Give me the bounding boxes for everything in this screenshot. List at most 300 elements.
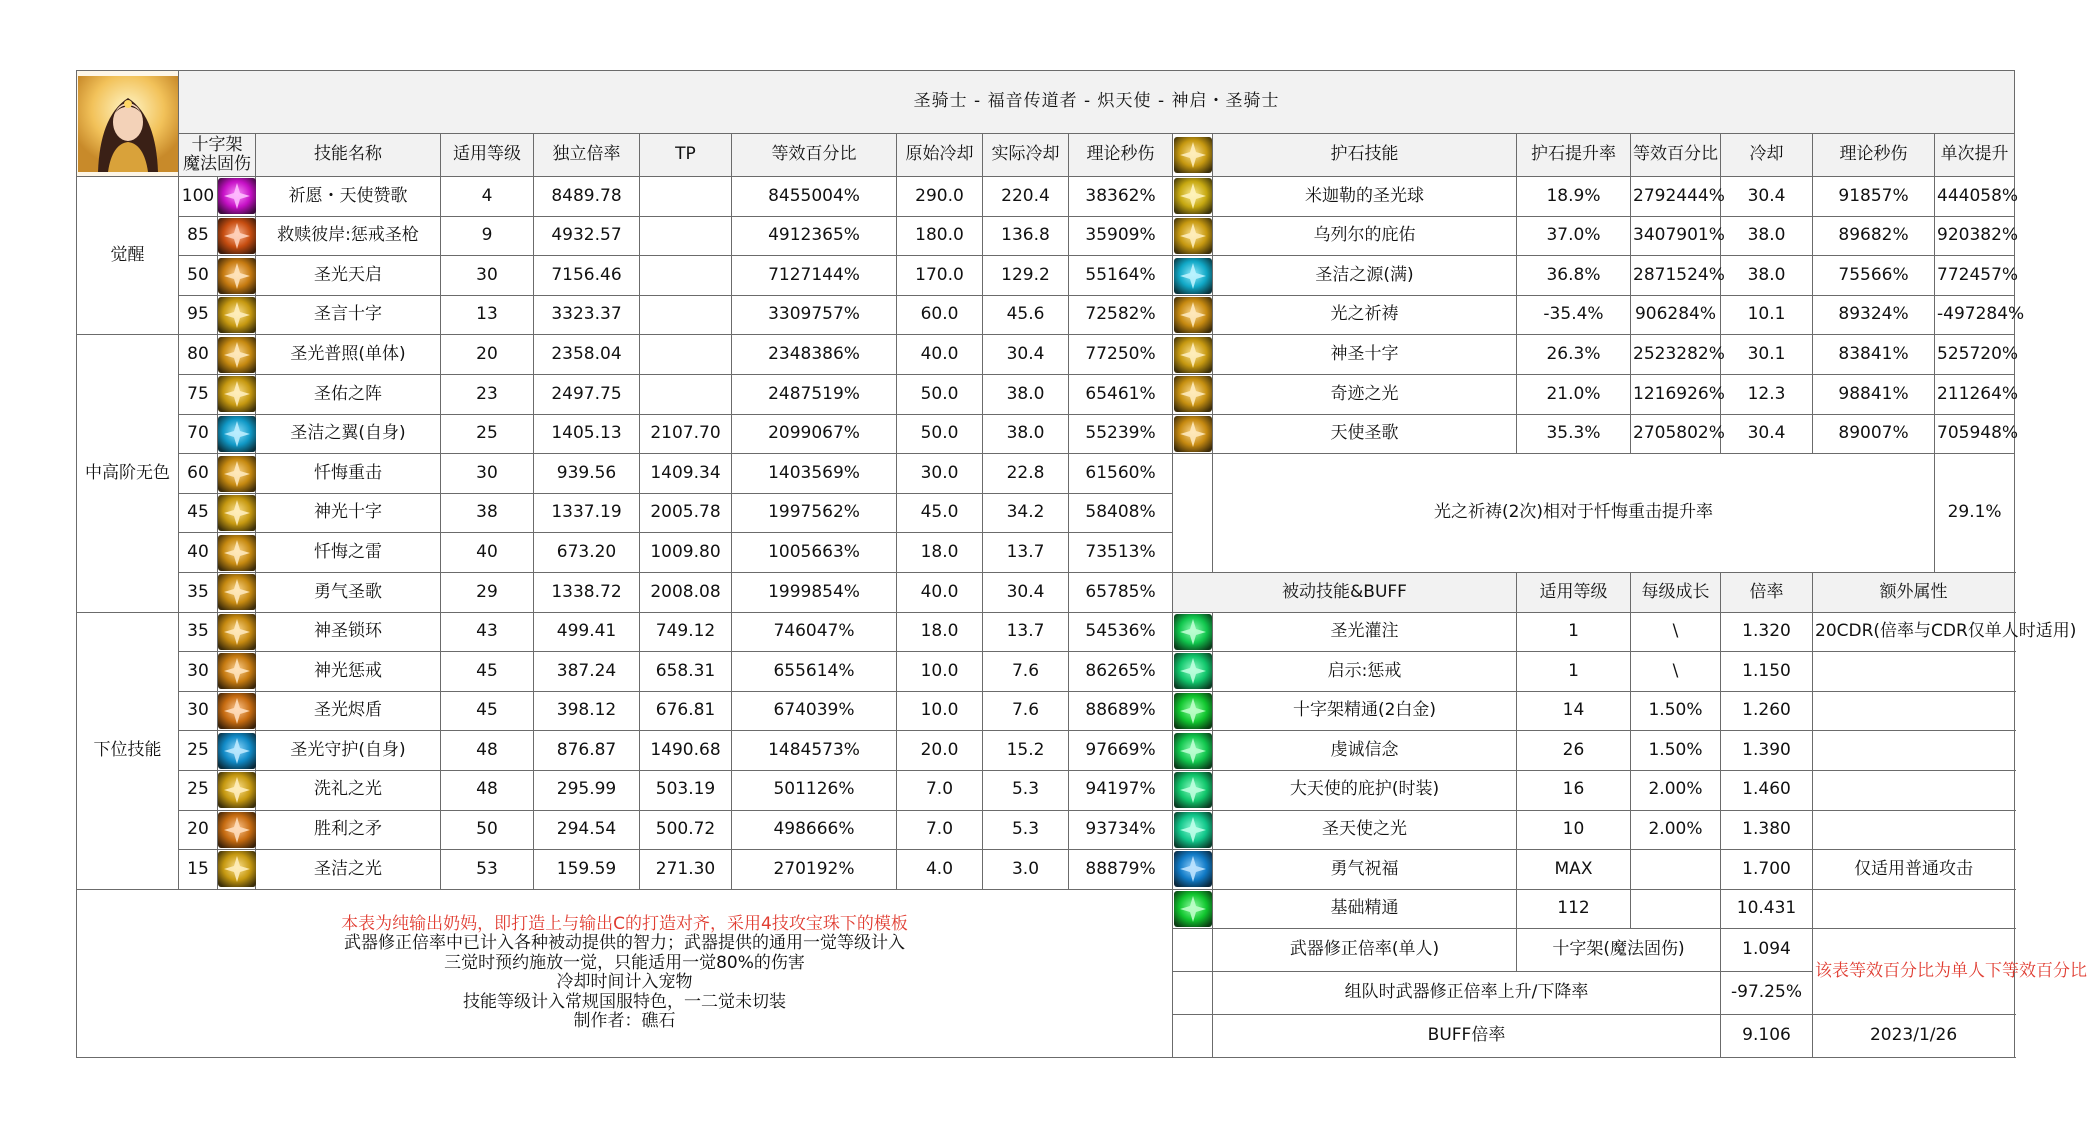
holy-cross-icon <box>218 297 256 333</box>
passive-level: 16 <box>1517 770 1631 810</box>
talisman-dps: 83841% <box>1813 335 1935 375</box>
skill-ratio: 1405.13 <box>534 414 640 454</box>
passive-level: MAX <box>1517 850 1631 890</box>
skill-dps: 55164% <box>1069 256 1173 296</box>
skill-base-level: 25 <box>179 731 218 771</box>
skill-dps: 55239% <box>1069 414 1173 454</box>
passive-extra <box>1813 691 2015 731</box>
blank-icon-cell <box>1173 929 1213 972</box>
weapon-modifier-label: 武器修正倍率(单人) <box>1213 929 1517 972</box>
skill-cd1: 5.3 <box>983 810 1069 850</box>
passive-extra <box>1813 770 2015 810</box>
skill-name: 洗礼之光 <box>256 770 441 810</box>
skill-cd1: 34.2 <box>983 493 1069 533</box>
skill-cd0: 10.0 <box>897 652 983 692</box>
skill-ratio: 3323.37 <box>534 295 640 335</box>
blank-icon-cell <box>1173 1014 1213 1057</box>
talisman-name: 圣洁之源(满) <box>1213 256 1517 296</box>
skill-pct: 270192% <box>732 850 897 890</box>
skill-name: 圣洁之光 <box>256 850 441 890</box>
skill-cd1: 5.3 <box>983 770 1069 810</box>
skill-base-level: 85 <box>179 216 218 256</box>
skill-name: 圣光烬盾 <box>256 691 441 731</box>
skill-cd1: 7.6 <box>983 652 1069 692</box>
sacred-cross-icon <box>1174 337 1212 373</box>
revelation-icon <box>218 258 256 294</box>
skill-cd1: 45.6 <box>983 295 1069 335</box>
holy-wings-icon <box>218 416 256 452</box>
passive-ratio: 10.431 <box>1721 889 1813 929</box>
prayer-compare-label: 光之祈祷(2次)相对于忏悔重击提升率 <box>1213 454 1935 573</box>
archangel-icon-cell <box>1173 770 1213 810</box>
holy-spear-icon-cell <box>218 216 256 256</box>
skill-cd1: 13.7 <box>983 533 1069 573</box>
holy-formation-icon <box>218 376 256 412</box>
holy-shield-icon <box>218 693 256 729</box>
talisman-name: 光之祈祷 <box>1213 295 1517 335</box>
passive-level: 14 <box>1517 691 1631 731</box>
sacred-cross-icon-cell <box>1173 335 1213 375</box>
talisman-cd: 30.4 <box>1721 414 1813 454</box>
passive-ratio: 1.460 <box>1721 770 1813 810</box>
talisman-name: 神圣十字 <box>1213 335 1517 375</box>
skill-tp <box>640 256 732 296</box>
holy-light-icon-cell <box>218 335 256 375</box>
skill-cd0: 18.0 <box>897 533 983 573</box>
table-row <box>77 652 2015 692</box>
passive-ratio-header: 倍率 <box>1721 572 1813 612</box>
passive-ratio: 1.260 <box>1721 691 1813 731</box>
talisman-dps: 89324% <box>1813 295 1935 335</box>
courage-bless-icon <box>1174 851 1212 887</box>
skill-dps: 94197% <box>1069 770 1173 810</box>
skill-cd0: 30.0 <box>897 454 983 494</box>
table-row <box>77 691 2015 731</box>
skill-cd1: 3.0 <box>983 850 1069 890</box>
holy-formation-icon-cell <box>218 375 256 415</box>
skill-tp: 500.72 <box>640 810 732 850</box>
skill-pct: 1403569% <box>732 454 897 494</box>
skill-base-level: 35 <box>179 572 218 612</box>
skill-sheet <box>76 70 2087 1058</box>
angel-chant-icon <box>1174 416 1212 452</box>
skill-cd0: 20.0 <box>897 731 983 771</box>
level-header: 适用等级 <box>441 134 534 177</box>
table-row <box>77 295 2015 335</box>
skill-ratio: 159.59 <box>534 850 640 890</box>
cross-mastery-icon <box>1174 693 1212 729</box>
revelation-punish-icon-cell <box>1173 652 1213 692</box>
skill-level: 9 <box>441 216 534 256</box>
skill-cd0: 10.0 <box>897 691 983 731</box>
skill-dps: 65785% <box>1069 572 1173 612</box>
skill-tp: 1490.68 <box>640 731 732 771</box>
devout-faith-icon-cell <box>1173 731 1213 771</box>
passive-level-header: 适用等级 <box>1517 572 1631 612</box>
skill-name: 圣言十字 <box>256 295 441 335</box>
holy-infusion-icon <box>1174 614 1212 650</box>
skill-ratio: 398.12 <box>534 691 640 731</box>
talisman-cd: 30.4 <box>1721 177 1813 217</box>
talisman-single: 211264% <box>1935 375 2015 415</box>
table-row <box>77 612 2015 652</box>
table-row <box>77 134 2015 177</box>
talisman-cd: 12.3 <box>1721 375 1813 415</box>
victory-spear-icon <box>218 812 256 848</box>
passive-name: 圣光灌注 <box>1213 612 1517 652</box>
talisman-cd-header: 冷却 <box>1721 134 1813 177</box>
weapon-type-line2: 魔法固伤 <box>183 154 251 175</box>
light-prayer-icon <box>1174 297 1212 333</box>
skill-pct: 3309757% <box>732 295 897 335</box>
passive-growth: 1.50% <box>1631 731 1721 771</box>
talisman-single: -497284% <box>1935 295 2015 335</box>
skill-pct: 2487519% <box>732 375 897 415</box>
table-row <box>77 850 2015 890</box>
skill-pct: 7127144% <box>732 256 897 296</box>
skill-cd0: 4.0 <box>897 850 983 890</box>
table-row <box>77 810 2015 850</box>
michael-orb-icon-cell <box>1173 177 1213 217</box>
repentance-thunder-icon-cell <box>218 533 256 573</box>
holy-chain-icon <box>218 614 256 650</box>
talisman-header-icon <box>1174 137 1212 173</box>
skill-pct: 674039% <box>732 691 897 731</box>
group-label: 觉醒 <box>77 177 179 335</box>
skill-ratio: 2497.75 <box>534 375 640 415</box>
skill-cd0: 45.0 <box>897 493 983 533</box>
skill-base-level: 15 <box>179 850 218 890</box>
skill-ratio: 1338.72 <box>534 572 640 612</box>
skill-level: 40 <box>441 533 534 573</box>
skill-cd1: 30.4 <box>983 572 1069 612</box>
skill-level: 38 <box>441 493 534 533</box>
skill-pct: 655614% <box>732 652 897 692</box>
skill-cd0: 7.0 <box>897 770 983 810</box>
weapon-type-header <box>179 134 256 177</box>
skill-pct: 1999854% <box>732 572 897 612</box>
passive-growth <box>1631 850 1721 890</box>
skill-dps: 58408% <box>1069 493 1173 533</box>
notes-line: 冷却时间计入宠物 <box>556 972 693 993</box>
skill-pct: 1997562% <box>732 493 897 533</box>
notes-line: 技能等级计入常规国服特色，一二觉未切装 <box>463 991 786 1012</box>
passive-extra <box>1813 810 2015 850</box>
skill-cd1: 22.8 <box>983 454 1069 494</box>
notes-line: 三觉时预约施放一觉，只能适用一觉80%的伤害 <box>444 952 805 973</box>
skill-cd1: 15.2 <box>983 731 1069 771</box>
passive-level: 1 <box>1517 612 1631 652</box>
weapon-modifier-type: 十字架(魔法固伤) <box>1517 929 1721 972</box>
passive-name: 基础精通 <box>1213 889 1517 929</box>
table-row <box>77 335 2015 375</box>
skill-cd1: 30.4 <box>983 335 1069 375</box>
skill-base-level: 80 <box>179 335 218 375</box>
passive-growth: 2.00% <box>1631 770 1721 810</box>
divine-punish-icon-cell <box>218 652 256 692</box>
talisman-cd: 38.0 <box>1721 216 1813 256</box>
skill-base-level: 60 <box>179 454 218 494</box>
table-row <box>77 731 2015 771</box>
divine-punish-icon <box>218 653 256 689</box>
skill-tp: 749.12 <box>640 612 732 652</box>
portrait-avatar <box>78 76 178 172</box>
skill-tp: 658.31 <box>640 652 732 692</box>
skill-cd1: 38.0 <box>983 414 1069 454</box>
holy-guard-icon-cell <box>218 731 256 771</box>
passive-name: 虔诚信念 <box>1213 731 1517 771</box>
notes-line: 制作者：礁石 <box>573 1011 676 1032</box>
skill-level: 45 <box>441 691 534 731</box>
skill-tp: 2005.78 <box>640 493 732 533</box>
holy-source-icon <box>1174 258 1212 294</box>
passive-growth-header: 每级成长 <box>1631 572 1721 612</box>
skill-ratio: 673.20 <box>534 533 640 573</box>
talisman-pct-header: 等效百分比 <box>1631 134 1721 177</box>
angel-hymn-icon <box>218 178 256 214</box>
skill-pct: 1484573% <box>732 731 897 771</box>
skill-dps: 54536% <box>1069 612 1173 652</box>
passive-name: 十字架精通(2白金) <box>1213 691 1517 731</box>
talisman-cd: 10.1 <box>1721 295 1813 335</box>
date-stamp: 2023/1/26 <box>1813 1014 2015 1057</box>
skill-level: 25 <box>441 414 534 454</box>
passive-name: 圣天使之光 <box>1213 810 1517 850</box>
skill-name: 神光十字 <box>256 493 441 533</box>
baptism-light-icon-cell <box>218 770 256 810</box>
skill-cd0: 50.0 <box>897 414 983 454</box>
table-row <box>77 216 2015 256</box>
passive-growth <box>1631 889 1721 929</box>
skill-name: 圣佑之阵 <box>256 375 441 415</box>
passive-growth: \ <box>1631 612 1721 652</box>
skill-cd0: 170.0 <box>897 256 983 296</box>
divine-cross-icon-cell <box>218 493 256 533</box>
passive-extra <box>1813 731 2015 771</box>
skill-tp <box>640 295 732 335</box>
skill-level: 48 <box>441 731 534 771</box>
skill-level: 45 <box>441 652 534 692</box>
table-row <box>77 256 2015 296</box>
skill-level: 23 <box>441 375 534 415</box>
holy-chain-icon-cell <box>218 612 256 652</box>
table-row <box>77 454 2015 494</box>
table-row <box>77 889 2015 929</box>
baptism-light-icon <box>218 772 256 808</box>
pure-light-icon-cell <box>218 850 256 890</box>
skill-name: 神光惩戒 <box>256 652 441 692</box>
talisman-dps: 89682% <box>1813 216 1935 256</box>
talisman-pct: 2523282% <box>1631 335 1721 375</box>
courage-hymn-icon <box>218 574 256 610</box>
skill-ratio: 387.24 <box>534 652 640 692</box>
talisman-rate-header: 护石提升率 <box>1517 134 1631 177</box>
skill-base-level: 35 <box>179 612 218 652</box>
buff-ratio-value: 9.106 <box>1721 1014 1813 1057</box>
skill-cd1: 129.2 <box>983 256 1069 296</box>
holy-source-icon-cell <box>1173 256 1213 296</box>
skill-base-level: 50 <box>179 256 218 296</box>
passive-level: 1 <box>1517 652 1631 692</box>
talisman-pct: 2705802% <box>1631 414 1721 454</box>
talisman-dps: 89007% <box>1813 414 1935 454</box>
skill-base-level: 20 <box>179 810 218 850</box>
skill-ratio: 295.99 <box>534 770 640 810</box>
skill-name: 祈愿・天使赞歌 <box>256 177 441 217</box>
courage-bless-icon-cell <box>1173 850 1213 890</box>
talisman-single: 920382% <box>1935 216 2015 256</box>
side-note: 该表等效百分比为单人下等效百分比 <box>1813 929 2015 1015</box>
passive-growth: 2.00% <box>1631 810 1721 850</box>
skill-cd0: 180.0 <box>897 216 983 256</box>
skill-base-level: 40 <box>179 533 218 573</box>
skill-name: 忏悔之雷 <box>256 533 441 573</box>
holy-cross-icon-cell <box>218 295 256 335</box>
skill-tp <box>640 335 732 375</box>
passive-ratio: 1.320 <box>1721 612 1813 652</box>
repentance-strike-icon-cell <box>218 454 256 494</box>
talisman-rate: 26.3% <box>1517 335 1631 375</box>
holy-spear-icon <box>218 218 256 254</box>
talisman-single: 444058% <box>1935 177 2015 217</box>
talisman-cd: 30.1 <box>1721 335 1813 375</box>
talisman-pct: 1216926% <box>1631 375 1721 415</box>
skill-dps: 72582% <box>1069 295 1173 335</box>
skill-name: 胜利之矛 <box>256 810 441 850</box>
skill-cd0: 60.0 <box>897 295 983 335</box>
miracle-light-icon <box>1174 376 1212 412</box>
skill-tp: 271.30 <box>640 850 732 890</box>
talisman-rate: 18.9% <box>1517 177 1631 217</box>
repentance-thunder-icon <box>218 535 256 571</box>
skill-dps: 73513% <box>1069 533 1173 573</box>
skill-table <box>76 70 2087 1058</box>
skill-cd1: 7.6 <box>983 691 1069 731</box>
skill-name: 勇气圣歌 <box>256 572 441 612</box>
skill-level: 53 <box>441 850 534 890</box>
michael-orb-icon <box>1174 178 1212 214</box>
talisman-single: 705948% <box>1935 414 2015 454</box>
skill-cd1: 220.4 <box>983 177 1069 217</box>
skill-base-level: 25 <box>179 770 218 810</box>
skill-name: 圣光守护(自身) <box>256 731 441 771</box>
skill-name: 忏悔重击 <box>256 454 441 494</box>
angel-chant-icon-cell <box>1173 414 1213 454</box>
talisman-pct: 3407901% <box>1631 216 1721 256</box>
passive-extra: 20CDR(倍率与CDR仅单人时适用) <box>1813 612 2015 652</box>
passive-header: 被动技能&BUFF <box>1173 572 1517 612</box>
skill-dps: 38362% <box>1069 177 1173 217</box>
talisman-name: 米迦勒的圣光球 <box>1213 177 1517 217</box>
talisman-pct: 2792444% <box>1631 177 1721 217</box>
uriel-blessing-icon-cell <box>1173 216 1213 256</box>
skill-level: 43 <box>441 612 534 652</box>
passive-level: 26 <box>1517 731 1631 771</box>
talisman-pct: 906284% <box>1631 295 1721 335</box>
talisman-rate: -35.4% <box>1517 295 1631 335</box>
skill-cd0: 40.0 <box>897 335 983 375</box>
passive-name: 勇气祝福 <box>1213 850 1517 890</box>
weapon-modifier-ratio: 1.094 <box>1721 929 1813 972</box>
blank-icon-cell <box>1173 454 1213 573</box>
skill-level: 20 <box>441 335 534 375</box>
notes-line: 武器修正倍率中已计入各种被动提供的智力；武器提供的通用一觉等级计入 <box>344 933 905 954</box>
saint-light-icon-cell <box>1173 810 1213 850</box>
talisman-single: 772457% <box>1935 256 2015 296</box>
talisman-header-icon-cell <box>1173 134 1213 177</box>
skill-pct: 2099067% <box>732 414 897 454</box>
skill-ratio: 1337.19 <box>534 493 640 533</box>
talisman-rate: 37.0% <box>1517 216 1631 256</box>
skill-ratio: 8489.78 <box>534 177 640 217</box>
table-row <box>77 71 2015 134</box>
skill-pct: 498666% <box>732 810 897 850</box>
passive-level: 10 <box>1517 810 1631 850</box>
talisman-dps: 91857% <box>1813 177 1935 217</box>
repentance-strike-icon <box>218 456 256 492</box>
miracle-light-icon-cell <box>1173 375 1213 415</box>
notes-red-line: 本表为纯输出奶妈，即打造上与输出C的打造对齐，采用4技攻宝珠下的模板 <box>341 913 908 934</box>
single-up-header: 单次提升 <box>1935 134 2015 177</box>
skill-ratio: 4932.57 <box>534 216 640 256</box>
skill-base-level: 95 <box>179 295 218 335</box>
holy-infusion-icon-cell <box>1173 612 1213 652</box>
skill-name: 圣光天启 <box>256 256 441 296</box>
cd-original-header: 原始冷却 <box>897 134 983 177</box>
skill-pct: 501126% <box>732 770 897 810</box>
skill-level: 29 <box>441 572 534 612</box>
skill-tp: 2107.70 <box>640 414 732 454</box>
skill-level: 48 <box>441 770 534 810</box>
table-row <box>77 177 2015 217</box>
ratio-header: 独立倍率 <box>534 134 640 177</box>
skill-level: 30 <box>441 454 534 494</box>
holy-guard-icon <box>218 733 256 769</box>
skill-base-level: 75 <box>179 375 218 415</box>
talisman-name: 乌列尔的庇佑 <box>1213 216 1517 256</box>
skill-ratio: 294.54 <box>534 810 640 850</box>
skill-base-level: 45 <box>179 493 218 533</box>
weapon-type-line1: 十字架 <box>191 134 243 155</box>
team-modifier-label: 组队时武器修正倍率上升/下降率 <box>1213 972 1721 1015</box>
passive-name: 大天使的庇护(时装) <box>1213 770 1517 810</box>
passive-extra <box>1813 889 2015 929</box>
skill-cd0: 7.0 <box>897 810 983 850</box>
talisman-dps: 98841% <box>1813 375 1935 415</box>
passive-name: 启示:惩戒 <box>1213 652 1517 692</box>
light-prayer-icon-cell <box>1173 295 1213 335</box>
talisman-single: 525720% <box>1935 335 2015 375</box>
skill-tp: 1409.34 <box>640 454 732 494</box>
passive-growth: 1.50% <box>1631 691 1721 731</box>
passive-ratio: 1.700 <box>1721 850 1813 890</box>
skill-cd0: 290.0 <box>897 177 983 217</box>
passive-extra <box>1813 652 2015 692</box>
divine-cross-icon <box>218 495 256 531</box>
skill-tp <box>640 216 732 256</box>
skill-dps: 35909% <box>1069 216 1173 256</box>
skill-level: 4 <box>441 177 534 217</box>
skill-ratio: 939.56 <box>534 454 640 494</box>
skill-base-level: 30 <box>179 652 218 692</box>
holy-light-icon <box>218 337 256 373</box>
revelation-icon-cell <box>218 256 256 296</box>
talisman-name: 奇迹之光 <box>1213 375 1517 415</box>
talisman-dps-header: 理论秒伤 <box>1813 134 1935 177</box>
portrait-cell <box>77 71 179 177</box>
skill-tp <box>640 375 732 415</box>
uriel-blessing-icon <box>1174 218 1212 254</box>
